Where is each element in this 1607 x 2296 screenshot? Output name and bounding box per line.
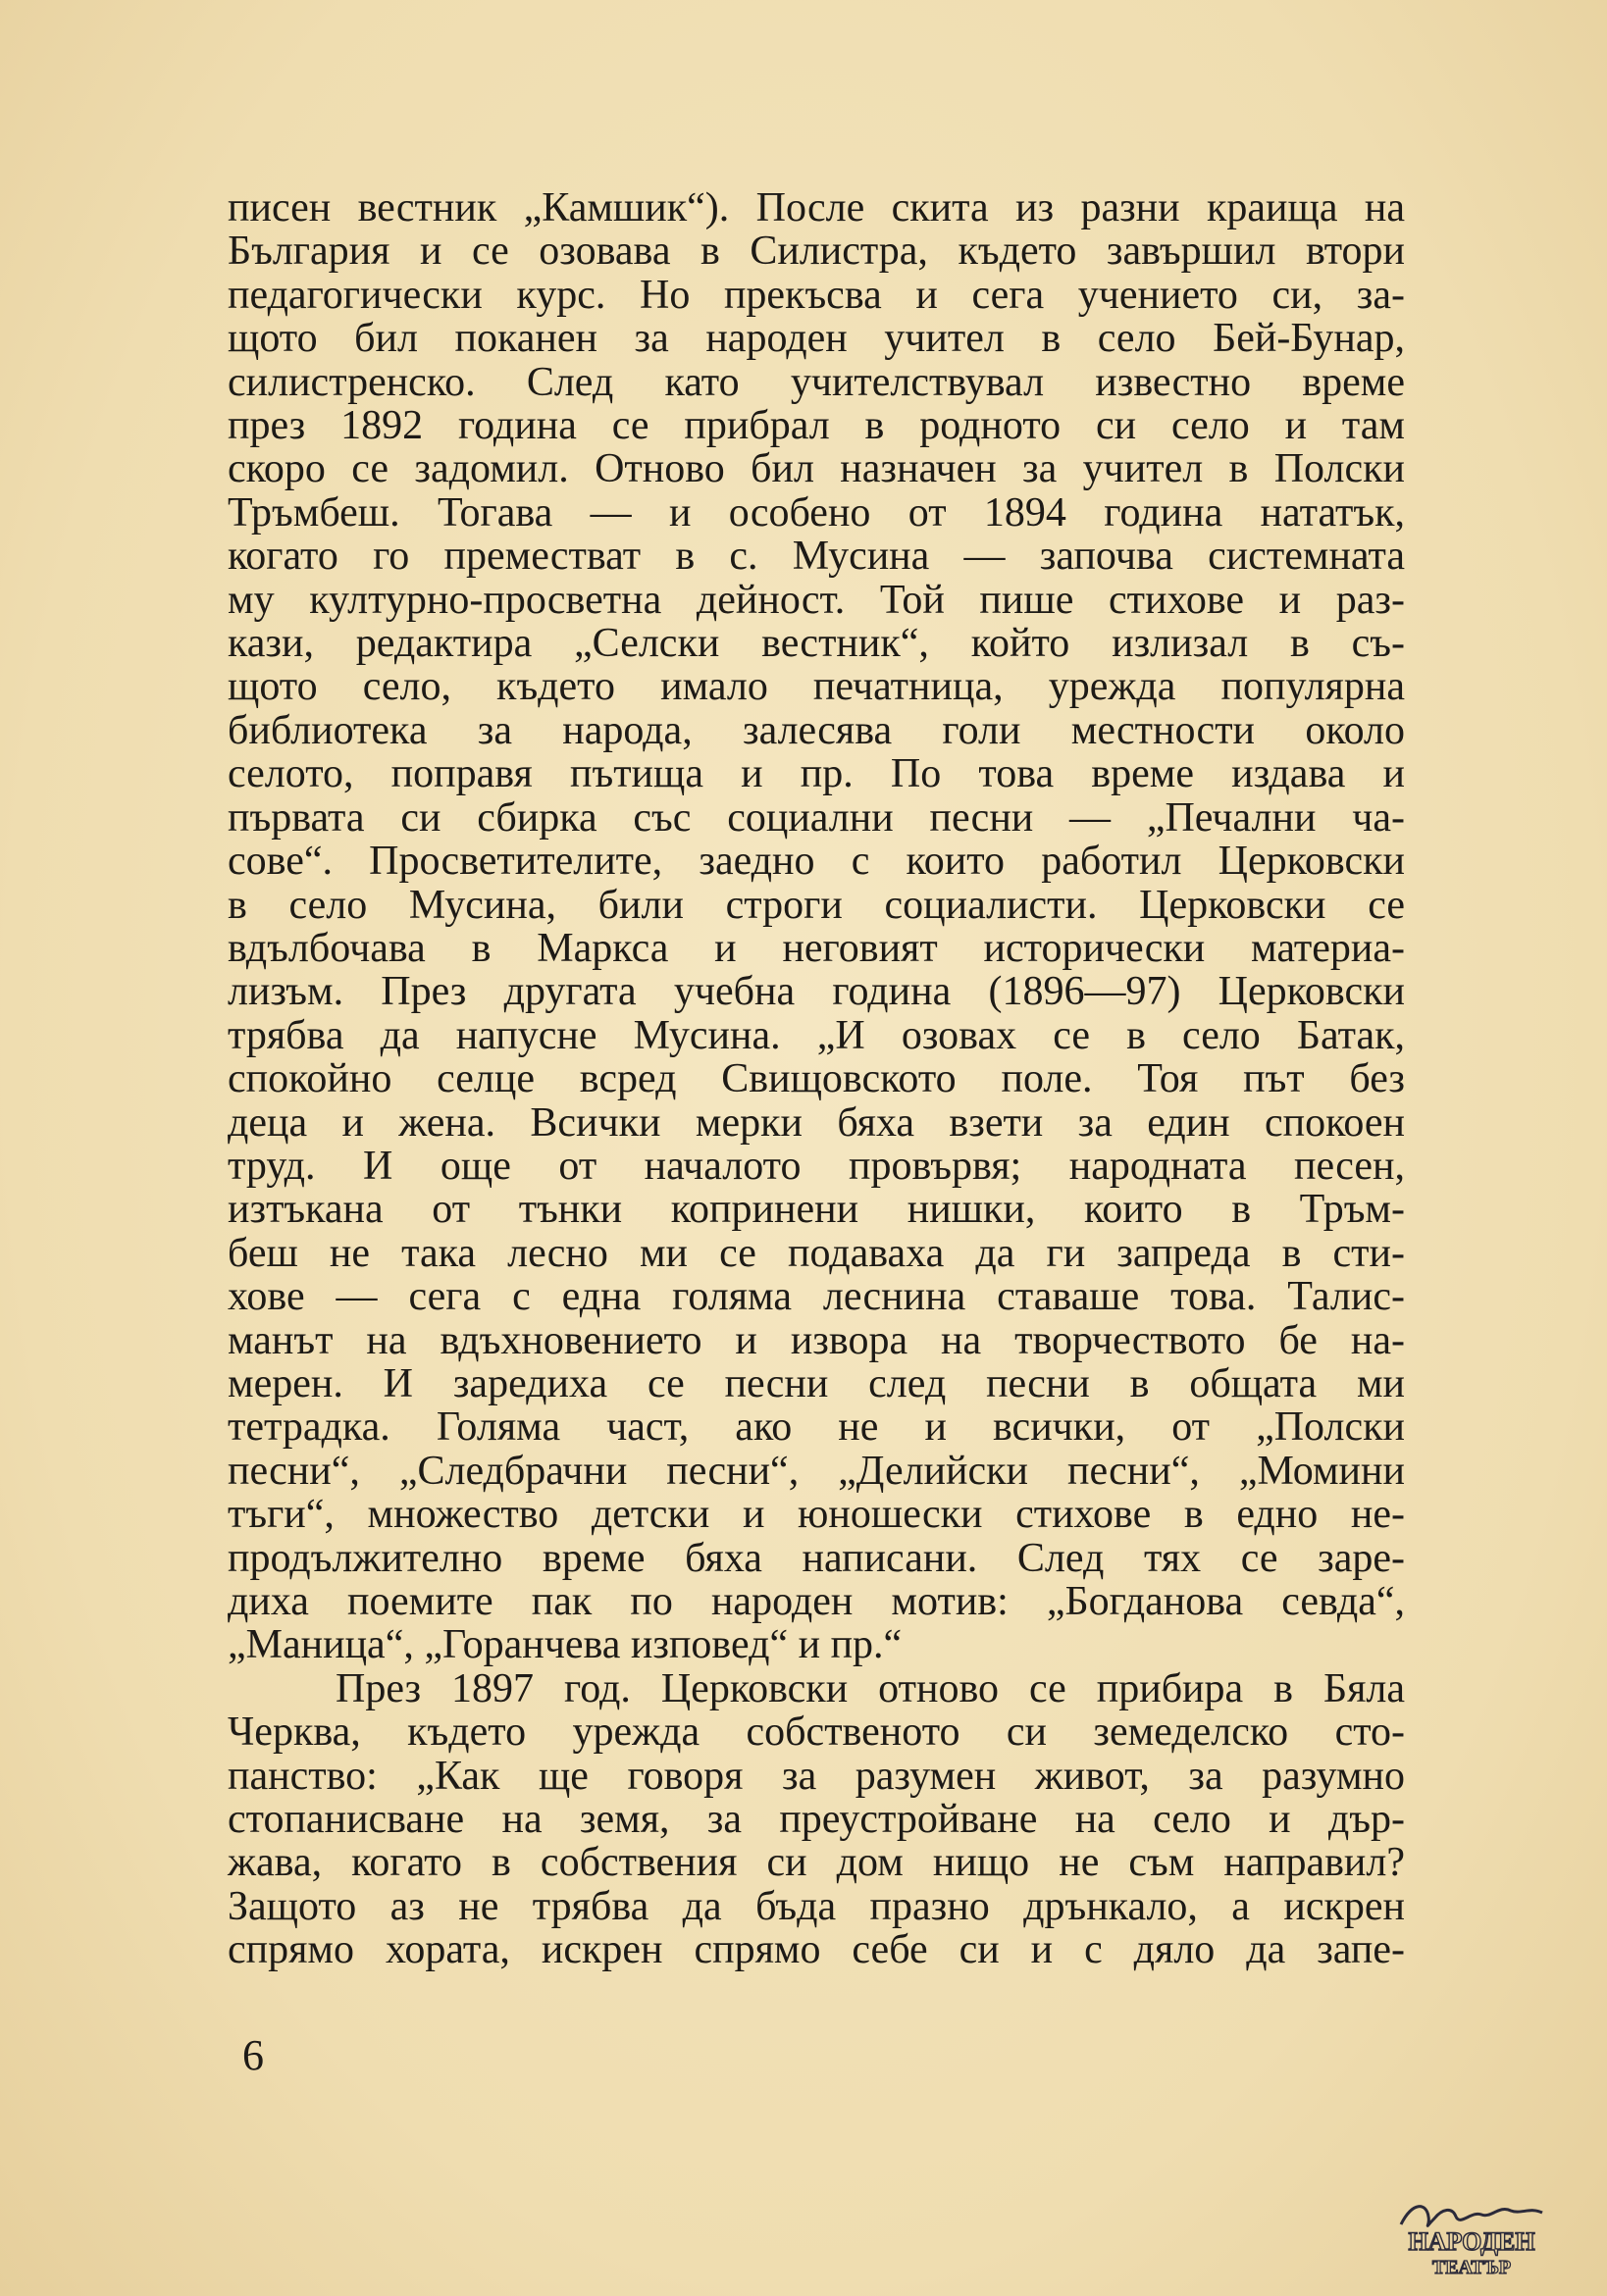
text-line: скоро се задомил. Отново бил назначен за учител в Полски <box>228 446 1405 492</box>
library-stamp-logo <box>1383 2197 1560 2277</box>
text-line: педагогически курс. Но прекъсва и сега учението си, за- <box>228 272 1405 318</box>
text-line: песни“, „Следбрачни песни“, „Делийски песни“, „Момини <box>228 1448 1405 1494</box>
text-line: диха поемите пак по народен мотив: „Богданова севда“, <box>228 1579 1405 1624</box>
text-line: тетрадка. Голяма част, ако не и всички, от „Полски <box>228 1404 1405 1451</box>
text-line: стопанисване на земя, за преустройване на село и дър- <box>228 1797 1405 1843</box>
text-line: трябва да напусне Мусина. „И озовах се в село Батак, <box>228 1012 1405 1058</box>
text-line: спрямо хората, искрен спрямо себе си и с дяло да запе- <box>228 1927 1405 1973</box>
text-line: силистренско. След като учителствувал известно време <box>228 359 1405 405</box>
text-line: труд. И още от началото провървя; народната песен, <box>228 1143 1405 1189</box>
text-line: През 1897 год. Церковски отново се прибира в Бяла <box>336 1665 1405 1711</box>
text-line: в село Мусина, били строги социалисти. Церковски се <box>228 882 1405 928</box>
text-line: манът на вдъхновението и извора на творчеството бе на- <box>228 1317 1405 1363</box>
text-line: България и се озовава в Силистра, където завършил втори <box>228 229 1405 275</box>
text-line: кази, редактира „Селски вестник“, който излизал в съ- <box>228 621 1405 667</box>
text-line: деца и жена. Всички мерки бяха взети за един спокоен <box>228 1099 1405 1146</box>
text-line: продължително време бяха написани. След тях се заре- <box>228 1535 1405 1581</box>
stamp-line-2: ТЕАТЪР <box>1431 2257 1512 2277</box>
text-line: тъги“, множество детски и юношески стихове в едно не- <box>228 1492 1405 1538</box>
text-line: Защото аз не трябва да бъда празно дрънкало, а искрен <box>228 1883 1405 1929</box>
text-line: сове“. Просветителите, заедно с които работил Церковски <box>228 839 1405 885</box>
text-line: мерен. И заредиха се песни след песни в общата ми <box>228 1360 1405 1406</box>
text-line: щото бил поканен за народен учител в село Бей-Бунар, <box>228 316 1405 362</box>
text-line: селото, поправя пътища и пр. По това време издава и <box>228 751 1405 797</box>
text-line: изтъкана от тънки копринени нишки, които в Тръм- <box>228 1187 1405 1233</box>
text-line: панство: „Как ще говоря за разумен живот, за разумно <box>228 1753 1405 1799</box>
text-line: Черква, където урежда собственото си земеделско сто- <box>228 1709 1405 1756</box>
stamp-line-1: НАРОДЕН <box>1408 2227 1535 2256</box>
signature-flourish-icon <box>1401 2207 1542 2226</box>
text-line: библиотека за народа, залесява голи местности около <box>228 707 1405 753</box>
text-line: „Маница“, „Горанчева изповед“ и пр.“ <box>228 1622 903 1668</box>
text-line: жава, когато в собствения си дом нищо не съм направил? <box>228 1840 1405 1886</box>
page-number: 6 <box>242 2031 264 2079</box>
text-line: първата си сбирка със социални песни — „Печални ча- <box>228 794 1405 841</box>
text-line: през 1892 година се прибрал в родното си село и там <box>228 403 1405 449</box>
text-line: хове — сега с една голяма леснина ставаше това. Талис- <box>228 1274 1405 1320</box>
text-line: Тръмбеш. Тогава — и особено от 1894 година нататък, <box>228 489 1405 536</box>
text-line: беш не така лесно ми се подаваха да ги запреда в сти- <box>228 1230 1405 1276</box>
text-line: писен вестник „Камшик“). После скита из разни краища на <box>228 185 1405 230</box>
text-line: спокойно селце всред Свищовското поле. Тоя път без <box>228 1056 1405 1102</box>
text-line: щото село, където имало печатница, урежда популярна <box>228 664 1405 710</box>
body-text <box>228 186 1405 1972</box>
text-line: вдълбочава в Маркса и неговият исторически материа- <box>228 925 1405 971</box>
text-line: му културно-просветна дейност. Той пише стихове и раз- <box>228 577 1405 623</box>
text-line: лизъм. През другата учебна година (1896—97) Церковски <box>228 969 1405 1015</box>
text-line: когато го преместват в с. Мусина — започва системната <box>228 534 1405 580</box>
